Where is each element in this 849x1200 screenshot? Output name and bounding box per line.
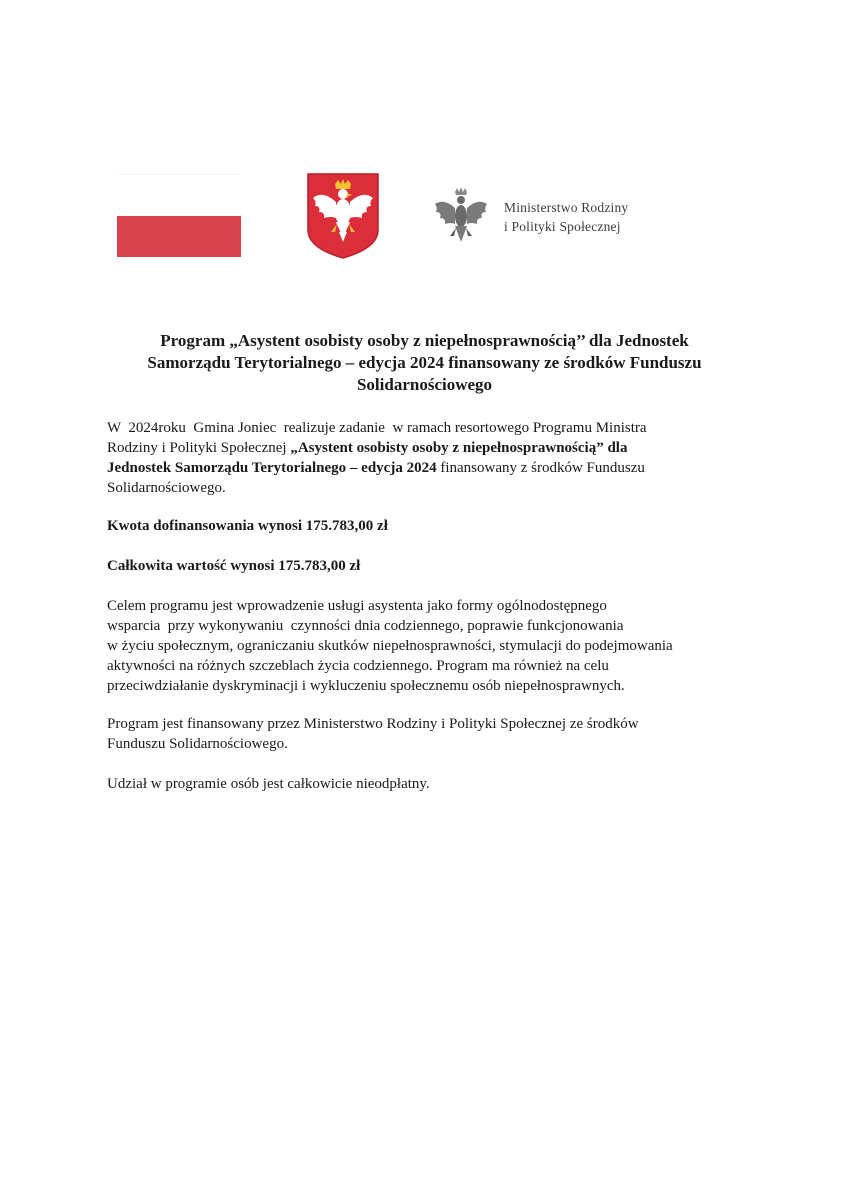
intro-line2 xyxy=(107,438,767,458)
polish-flag xyxy=(117,174,241,256)
intro-line3-normal: finansowany z środków Funduszu xyxy=(436,460,645,476)
participation-paragraph: Udział w programie osób jest całkowicie nieodpłatny. xyxy=(107,776,430,792)
financing-line2: Funduszu Solidarnościowego. xyxy=(107,736,288,752)
ministry-eagle-icon xyxy=(432,186,490,246)
intro-paragraph xyxy=(107,418,767,498)
polish-coat-of-arms-icon xyxy=(305,172,381,260)
title-line2: Samorządu Terytorialnego – edycja 2024 finansowany ze środków Funduszu xyxy=(147,353,702,372)
title-line1: Program „Asystent osobisty osoby z niepełnosprawnością’’ dla Jednostek xyxy=(160,331,689,350)
goal-line5: przeciwdziałanie dyskryminacji i wykluczeniu społecznemu osób niepełnosprawnych. xyxy=(107,678,625,694)
intro-line3-bold: Jednostek Samorządu Terytorialnego – edycja 2024 xyxy=(107,460,437,476)
ministry-name-line1: Ministerstwo Rodziny xyxy=(504,200,629,215)
ministry-name-line2: i Polityki Społecznej xyxy=(504,219,621,234)
goal-line1: Celem programu jest wprowadzenie usługi asystenta jako formy ogólnodostępnego xyxy=(107,598,607,614)
intro-line3 xyxy=(107,458,767,478)
intro-line2-normal: Rodziny i Polityki Społecznej xyxy=(107,440,291,456)
intro-line4: Solidarnościowego. xyxy=(107,480,226,496)
total-value: Całkowita wartość wynosi 175.783,00 zł xyxy=(107,558,361,574)
goal-line3: w życiu społecznym, ograniczaniu skutków niepełnosprawności, stymulacji do podejmowania xyxy=(107,638,673,654)
goal-paragraph xyxy=(107,596,767,696)
flag-red-stripe xyxy=(117,216,241,257)
title-line3: Solidarnościowego xyxy=(356,375,493,394)
funding-amount: Kwota dofinansowania wynosi 175.783,00 zł xyxy=(107,518,388,534)
financing-line1: Program jest finansowany przez Ministerstwo Rodziny i Polityki Społecznej ze środków xyxy=(107,716,639,732)
ministry-name xyxy=(504,198,628,236)
intro-line1: W 2024roku Gmina Joniec realizuje zadanie w ramach resortowego Programu Ministra xyxy=(107,420,647,436)
intro-line2-bold: „Asystent osobisty osoby z niepełnosprawnością” dla xyxy=(290,440,628,456)
goal-line4: aktywności na różnych szczeblach życia codziennego. Program ma również na celu xyxy=(107,658,609,674)
flag-white-stripe xyxy=(117,174,241,216)
goal-line2: wsparcia przy wykonywaniu czynności dnia codziennego, poprawie funkcjonowania xyxy=(107,618,624,634)
financing-paragraph xyxy=(107,714,767,754)
document-title xyxy=(100,330,749,396)
